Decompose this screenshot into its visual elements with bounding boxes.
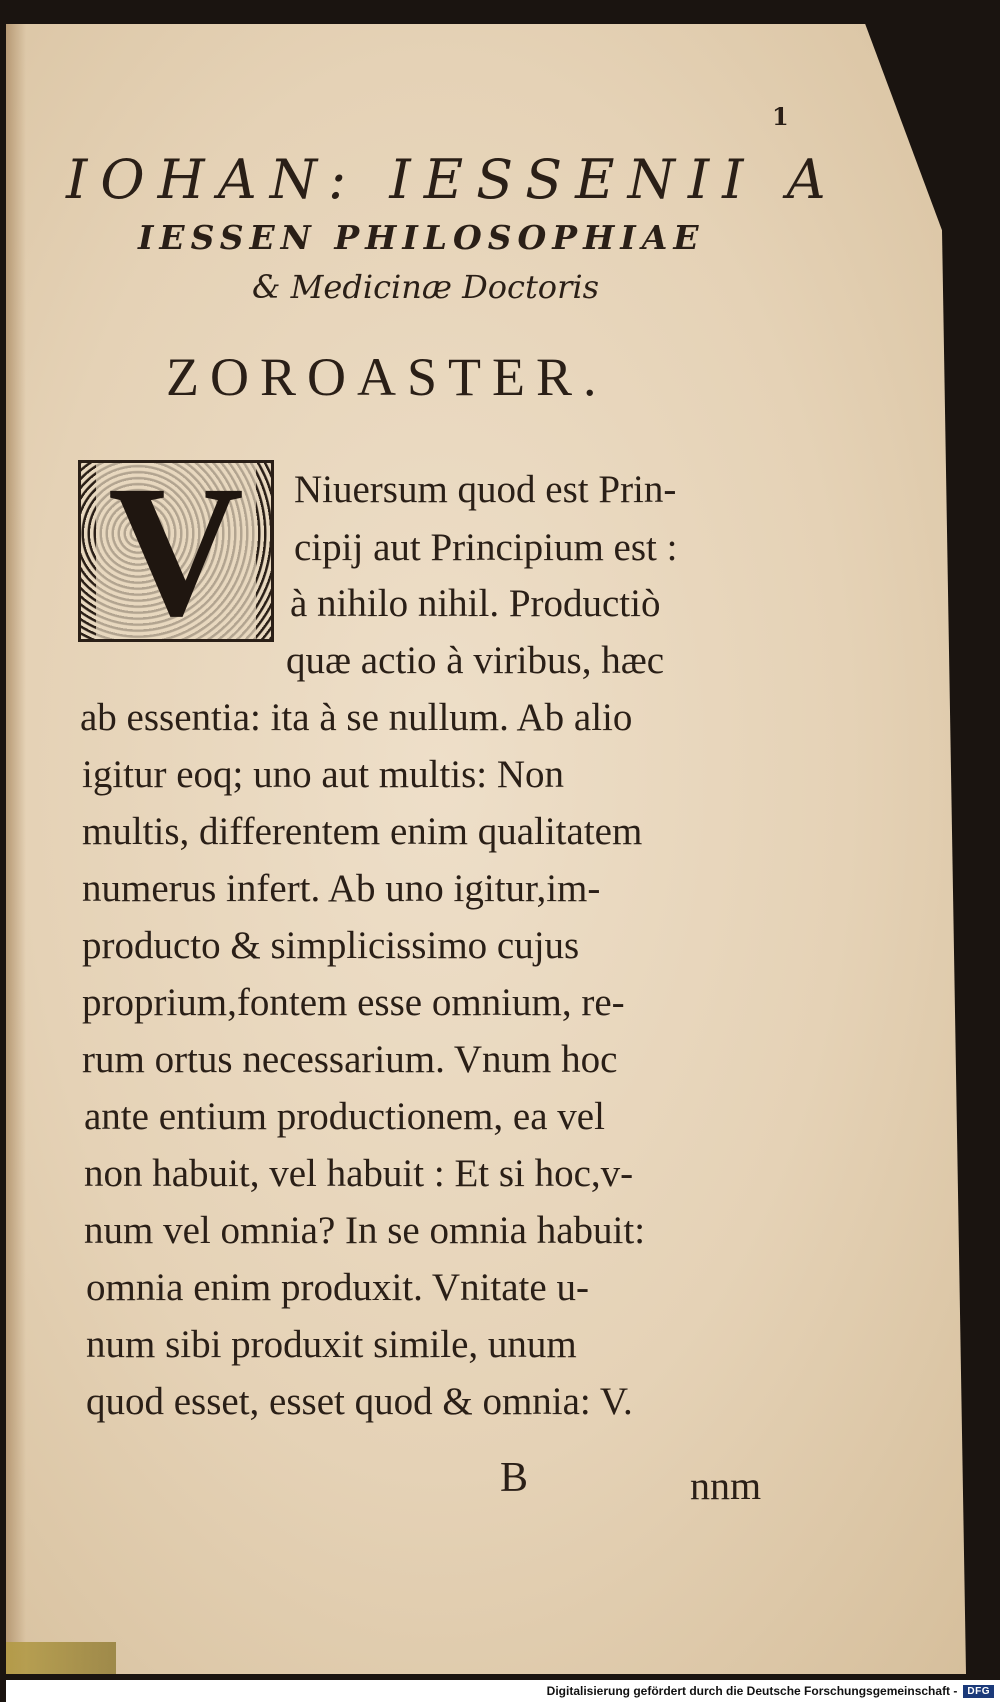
body-line: multis, differentem enim qualitatem bbox=[82, 810, 643, 853]
signature-mark: B bbox=[500, 1455, 529, 1501]
body-line: non habuit, vel habuit : Et si hoc,v- bbox=[84, 1152, 634, 1195]
body-line: producto & simplicissimo cujus bbox=[82, 924, 580, 967]
book-edge-gilding bbox=[6, 1642, 116, 1674]
body-line: Niuersum quod est Prin- bbox=[294, 468, 677, 511]
body-line: omnia enim produxit. Vnitate u- bbox=[86, 1266, 589, 1309]
body-line: rum ortus necessarium. Vnum hoc bbox=[82, 1038, 618, 1081]
body-line: à nihilo nihil. Productiò bbox=[290, 582, 661, 625]
digitization-credit-bar bbox=[6, 1680, 1000, 1702]
body-line: ante entium productionem, ea vel bbox=[84, 1095, 605, 1138]
body-line: proprium,fontem esse omnium, re- bbox=[82, 981, 625, 1024]
page-gutter-shadow bbox=[6, 24, 26, 1674]
body-line: ab essentia: ita à se nullum. Ab alio bbox=[80, 696, 633, 739]
author-heading-line1: IOHAN: IESSENII A bbox=[66, 148, 839, 211]
body-line: quod esset, esset quod & omnia: V. bbox=[86, 1380, 633, 1423]
chapter-title: ZOROASTER. bbox=[166, 347, 608, 407]
digitization-credit-text: Digitalisierung gefördert durch die Deutsche Forschungsgemeinschaft - bbox=[546, 1684, 958, 1698]
folio-number: 1 bbox=[772, 102, 789, 131]
body-line: numerus infert. Ab uno igitur,im- bbox=[82, 867, 601, 910]
author-heading-line3: & Medicinæ Doctoris bbox=[252, 268, 600, 306]
initial-letter: V bbox=[96, 460, 256, 642]
dfg-logo: DFG bbox=[963, 1685, 994, 1698]
decorated-initial bbox=[78, 460, 274, 642]
body-line: quæ actio à viribus, hæc bbox=[286, 639, 665, 682]
body-line: igitur eoq; uno aut multis: Non bbox=[82, 753, 565, 796]
body-line: cipij aut Principium est : bbox=[294, 526, 678, 569]
body-line: num sibi produxit simile, unum bbox=[86, 1323, 577, 1366]
author-heading-line2: IESSEN PHILOSOPHIAE bbox=[138, 218, 705, 257]
catchword: nnm bbox=[690, 1463, 762, 1508]
body-line: num vel omnia? In se omnia habuit: bbox=[84, 1209, 646, 1252]
